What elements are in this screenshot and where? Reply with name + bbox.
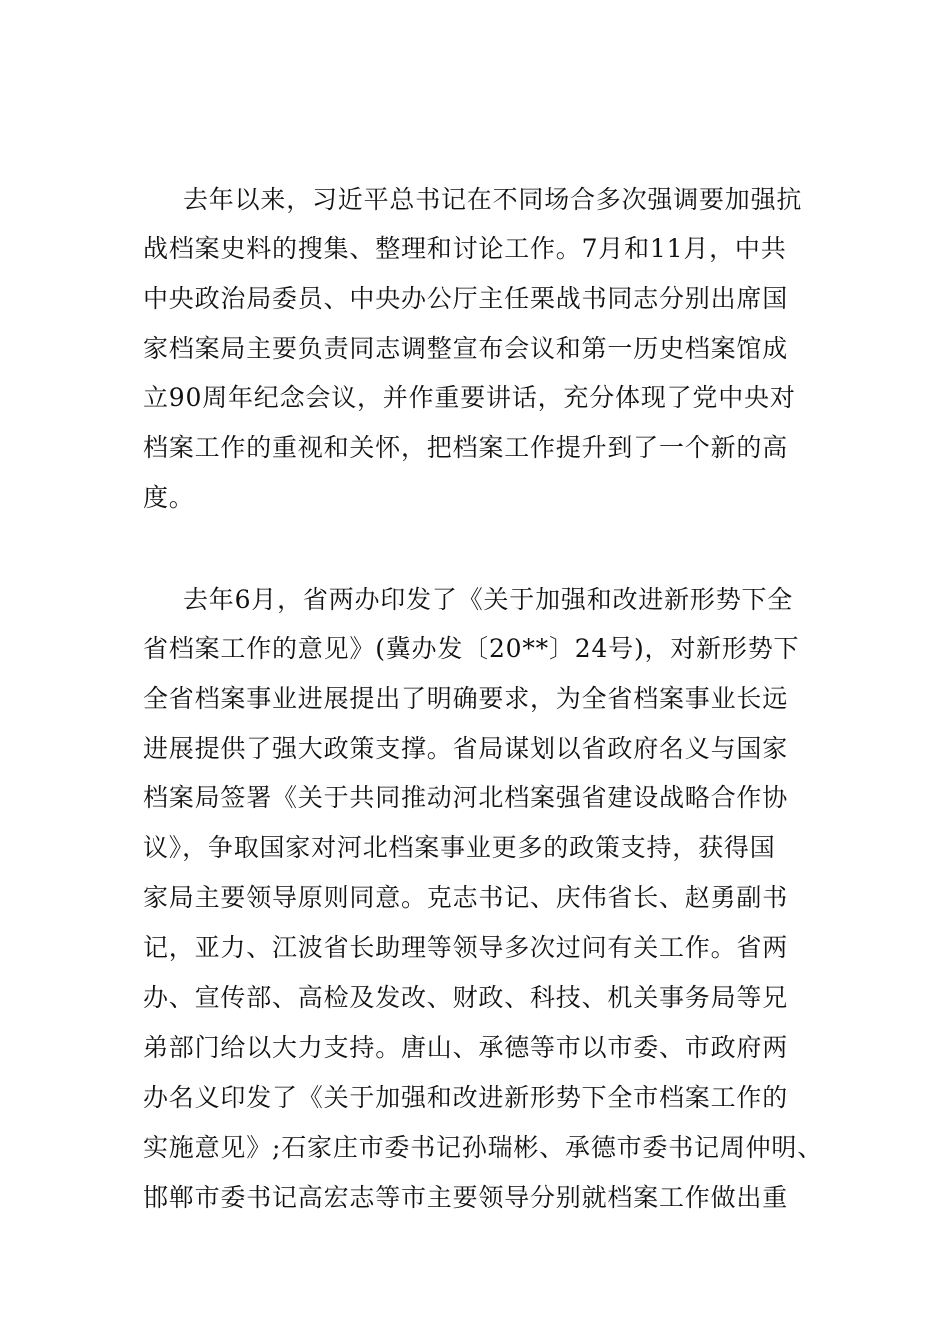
text-line: 家档案局主要负责同志调整宣布会议和第一历史档案馆成 xyxy=(143,334,789,363)
text-line: 办、宣传部、高检及发改、财政、科技、机关事务局等兄 xyxy=(143,983,789,1012)
text-line: 度。 xyxy=(143,483,195,512)
text-line: 中央政治局委员、中央办公厅主任栗战书同志分别出席国 xyxy=(143,284,789,313)
text-line: 弟部门给以大力支持。唐山、承德等市以市委、市政府两 xyxy=(143,1033,789,1062)
text-line: 邯郸市委书记高宏志等市主要领导分别就档案工作做出重 xyxy=(143,1183,789,1212)
text-line: 议》，争取国家对河北档案事业更多的政策支持，获得国 xyxy=(143,833,776,862)
text-line: 去年以来，习近平总书记在不同场合多次强调要加强抗 xyxy=(183,185,803,214)
text-line: 档案局签署《关于共同推动河北档案强省建设战略合作协 xyxy=(143,783,789,812)
text-line: 立90周年纪念会议，并作重要讲话，充分体现了党中央对 xyxy=(143,383,796,412)
text-line: 记，亚力、江波省长助理等领导多次过问有关工作。省两 xyxy=(143,933,789,962)
text-line: 档案工作的重视和关怀，把档案工作提升到了一个新的高 xyxy=(143,433,789,462)
text-line: 实施意见》;石家庄市委书记孙瑞彬、承德市委书记周仲明、 xyxy=(143,1133,824,1162)
text-line: 办名义印发了《关于加强和改进新形势下全市档案工作的 xyxy=(143,1083,789,1112)
text-line: 去年6月，省两办印发了《关于加强和改进新形势下全 xyxy=(183,585,794,614)
text-line: 进展提供了强大政策支撑。省局谋划以省政府名义与国家 xyxy=(143,734,789,763)
text-line: 家局主要领导原则同意。克志书记、庆伟省长、赵勇副书 xyxy=(143,883,789,912)
text-line: 省档案工作的意见》(冀办发〔20**〕24号)，对新形势下 xyxy=(143,634,800,663)
text-line: 全省档案事业进展提出了明确要求，为全省档案事业长远 xyxy=(143,684,789,713)
text-line: 战档案史料的搜集、整理和讨论工作。7月和11月，中共 xyxy=(143,234,787,263)
